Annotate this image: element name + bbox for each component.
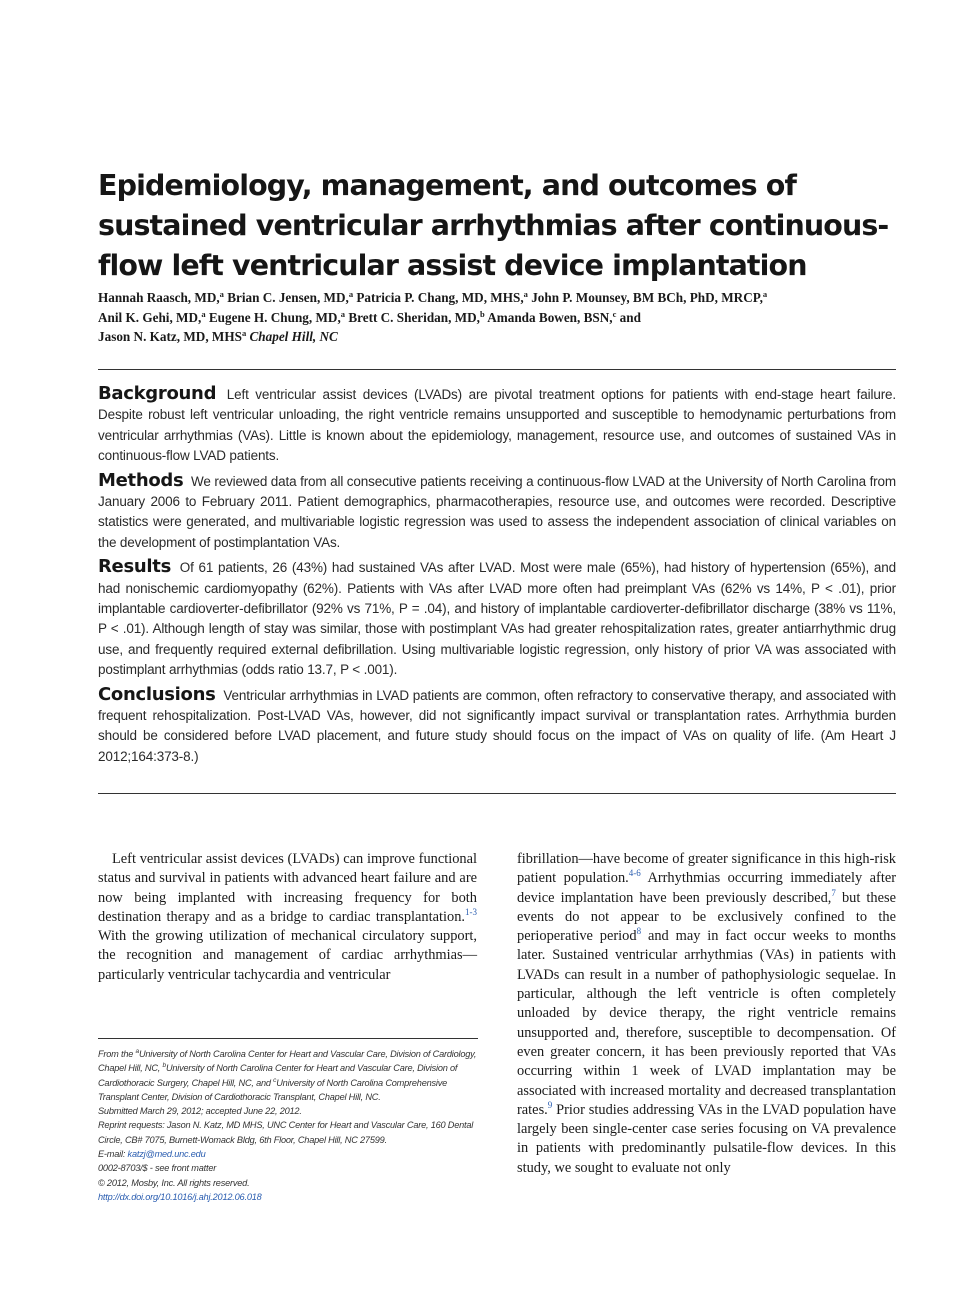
doi-link[interactable]: http://dx.doi.org/10.1016/j.ahj.2012.06.018 [98,1191,262,1202]
reference-link[interactable]: 8 [636,926,642,937]
footnote-copyright: © 2012, Mosby, Inc. All rights reserved. [98,1177,250,1188]
footnote-reprint: Reprint requests: Jason N. Katz, MD MHS, UNC Center for Heart and Vascular Care, 160 Dental Circle, CB# 7075, Burnett-Womack Bldg, 6th Floor, Chapel Hill, NC 27599. [98,1120,474,1145]
footnote-text: University of North Carolina Comprehensive Transplant Center, Division of Cardiothoracic Transplant, Chapel Hill, NC. [98,1077,448,1102]
body-paragraph [98,850,477,985]
body-text: and may in fact occur weeks to months later. Sustained ventricular arrhythmias (VAs) in patients with LVADs can result in a number of pathophysiologic sequelae. In particular, although the left ventricle is often completely unloaded by device therapy, the right ventricle remains unsupported and, therefore, susceptible to decompensation. Of even greater concern, it has been previously reported that VAs occurring within 1 week of LVAD implantation may be associated with increased mortality and decreased transplantation rates. [517,928,896,1118]
footnote-text: University of North Carolina Center for Heart and Vascular Care, Division of Cardiothoracic Surgery, Chapel Hill, NC, and [98,1063,458,1088]
affiliation-marker: a [219,289,224,299]
email-link[interactable]: katzj@med.unc.edu [127,1149,206,1160]
affiliation-marker: a [762,289,768,299]
footnote-affiliations [98,1047,478,1104]
footnote-text: University of North Carolina Center for Heart and Vascular Care, Division of Cardiology, Chapel Hill, NC, [98,1049,477,1074]
author-conjunction: and [619,309,641,325]
affiliation-marker: a [523,289,528,299]
abstract-top-rule [98,369,896,370]
body-text: but these events do not appear to be exclusively confined to the perioperative period [517,889,896,945]
author: Anil K. Gehi, MD, [98,309,202,325]
footnote-email [98,1147,478,1161]
reference-link[interactable]: 1-3 [465,906,477,917]
affiliation-marker: a [201,308,206,319]
body-text: Arrhythmias occurring immediately after device implantation have been previously described, [517,870,896,906]
author: Patricia P. Chang, MD, MHS, [356,290,524,305]
affiliation-marker: c [273,1076,277,1084]
footnote-text: From the [98,1049,136,1059]
abstract-heading: Methods [98,469,184,491]
affiliation-marker: a [135,1048,139,1055]
body-text: Prior studies addressing VAs in the LVAD population have largely been single-center case series focusing on VA prevalence in patients with predominantly pulsatile-flow devices. In this study, we sought to evaluate not only [517,1101,896,1176]
abstract-methods [98,471,896,553]
abstract-text: Left ventricular assist devices (LVADs) are pivotal treatment options for patients with end-stage heart failure. Despite robust left ventricular unloading, the right ventricle remains unsupported and susceptible to hemodynamic perturbations from ventricular arrhythmias (VAs). Little is known about the epidemiology, management, resource use, and outcomes of sustained VAs in continuous-flow LVAD patients. [98,387,896,463]
abstract-text: Ventricular arrhythmias in LVAD patients are common, often refractory to conservative therapy, and associated with frequent rehospitalization. Post-LVAD VAs, however, did not significantly impact survival or transplantation rates. Arrhythmia burden should be considered before LVAD placement, and future study should focus on the impact of VAs on quality of life. (Am Heart J 2012;164:373-8.) [98,687,896,764]
author: Eugene H. Chung, MD, [208,309,341,325]
affiliation-marker: a [241,328,247,338]
affiliation-marker: b [479,308,485,319]
reference-link[interactable]: 9 [547,1099,553,1110]
abstract-text: We reviewed data from all consecutive patients receiving a continuous-flow LVAD at the University of North Carolina from January 2006 to February 2011. Patient demographics, pharmacotherapies, resource use, and outcomes were recorded. Descriptive statistics were generated, and multivariable logistic regression was used to assess the independent association of clinical variables on the development of postimplantation VAs. [98,473,896,550]
footnote-rule [98,1038,478,1039]
abstract-background [98,384,896,466]
author: Brett C. Sheridan, MD, [348,309,480,325]
affiliation-marker: a [340,308,346,319]
abstract-heading: Background [98,383,217,404]
footnote-text: E-mail: [98,1149,128,1160]
author: Hannah Raasch, MD, [98,290,220,305]
body-column-right [517,850,896,1178]
abstract-heading: Conclusions [98,683,216,705]
footnotes [98,1047,478,1204]
abstract-results [98,557,896,680]
body-paragraph [517,850,896,1178]
author-location: Chapel Hill, NC [249,329,338,344]
abstract [98,384,896,771]
body-text: Left ventricular assist devices (LVADs) can improve functional status and survival in patients with advanced heart failure and are now being implanted with increasing frequency for both destination therapy and as a bridge to cardiac transplantation. [98,851,477,925]
author: Brian C. Jensen, MD, [227,290,349,305]
reference-link[interactable]: 7 [831,887,836,898]
affiliation-marker: a [348,289,354,299]
body-text: With the growing utilization of mechanical circulatory support, the recognition and management of cardiac arrhythmias—particularly ventricular tachycardia and ventricular [98,928,477,983]
author: Jason N. Katz, MD, MHS [98,329,242,344]
body-text: fibrillation—have become of greater significance in this high-risk patient population. [517,851,896,887]
article-title: Epidemiology, management, and outcomes of sustained ventricular arrhythmias after continuous-flow left ventricular assist device implantation [98,169,889,282]
footnote-issn: 0002-8703/$ - see front matter [98,1163,217,1174]
abstract-bottom-rule [98,793,896,794]
author: Amanda Bowen, BSN, [487,309,613,325]
affiliation-marker: c [612,308,617,319]
affiliation-marker: b [162,1062,166,1070]
reference-link[interactable]: 4-6 [628,868,641,879]
abstract-conclusions [98,685,896,767]
footnote-submitted: Submitted March 29, 2012; accepted June 22, 2012. [98,1106,302,1117]
author: John P. Mounsey, BM BCh, PhD, MRCP, [531,290,763,305]
abstract-heading: Results [98,556,171,578]
author-list [98,288,903,347]
abstract-text: Of 61 patients, 26 (43%) had sustained VAs after LVAD. Most were male (65%), had history of hypertension (65%), and had nonischemic cardiomyopathy (62%). Patients with VAs after LVAD more often had preimplant VAs (62% vs 14%, P < .01), prior implantable cardioverter-defibrillator (92% vs 71%, P = .04), and history of implantable cardioverter-defibrillator discharge (38% vs 11%, P < .01). Although length of stay was similar, those with postimplant VAs had greater rehospitalization rates, greater antiarrhythmic drug use, and frequently required external defibrillation. Using multivariable logistic regression, only history of prior VA was associated with postimplant arrhythmias (odds ratio 13.7, P < .001). [98,560,896,677]
body-column-left [98,850,477,985]
